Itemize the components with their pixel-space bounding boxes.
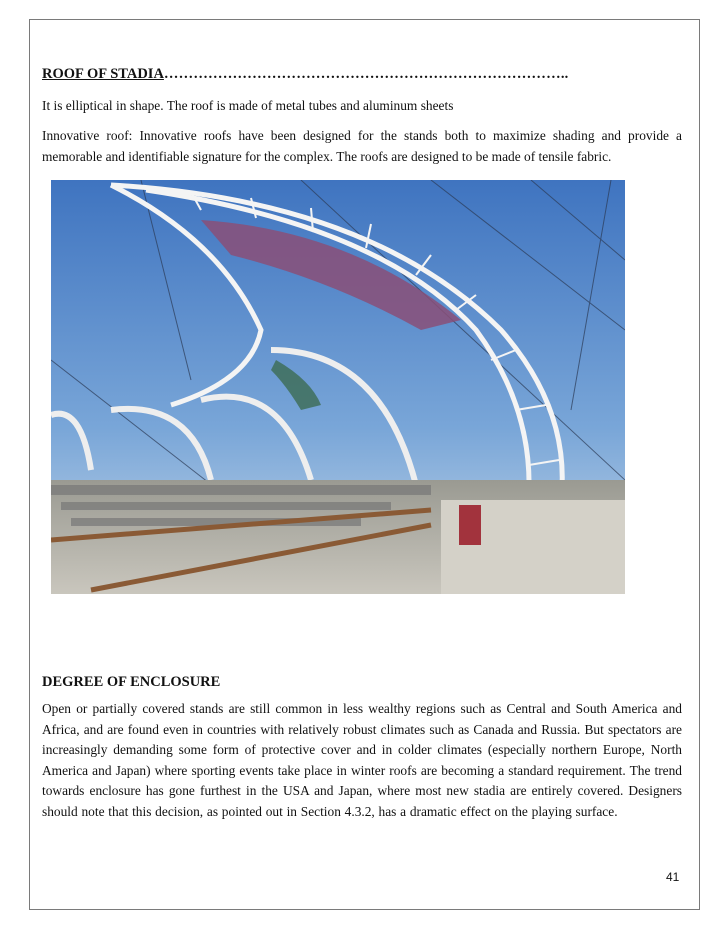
enclosure-paragraph: Open or partially covered stands are still common in less wealthy regions such as Central and South America and Africa, and are found even in countries with relatively robust climates such as Canada and Russia. But spectators are increasingly demanding some form of protective cover and in colder climates (especially northern Europe, North America and Japan) where sporting events take place in winter roofs are becoming a standard requirement. The trend towards enclosure has gone furthest in the USA and Japan, where most new stadia are entirely covered. Designers should note that this decision, as pointed out in Section 4.3.2, has a dramatic effect on the playing surface. [42, 701, 682, 819]
stadium-roof-photo [51, 180, 625, 594]
page-number: 41 [666, 870, 680, 884]
section-heading-enclosure: DEGREE OF ENCLOSURE [42, 674, 221, 690]
roof-title: ROOF OF STADIA [42, 66, 164, 82]
section-heading-roof [42, 66, 568, 83]
innovative-roof-paragraph: Innovative roof: Innovative roofs have been designed for the stands both to maximize shading and provide a memorable and identifiable signature for the complex. The roofs are designed to be made of tensile fabric. [42, 128, 682, 164]
title-leader-dots: ……………………………………………………………………….. [163, 66, 569, 82]
roof-description: It is elliptical in shape. The roof is made of metal tubes and aluminum sheets [42, 98, 454, 113]
